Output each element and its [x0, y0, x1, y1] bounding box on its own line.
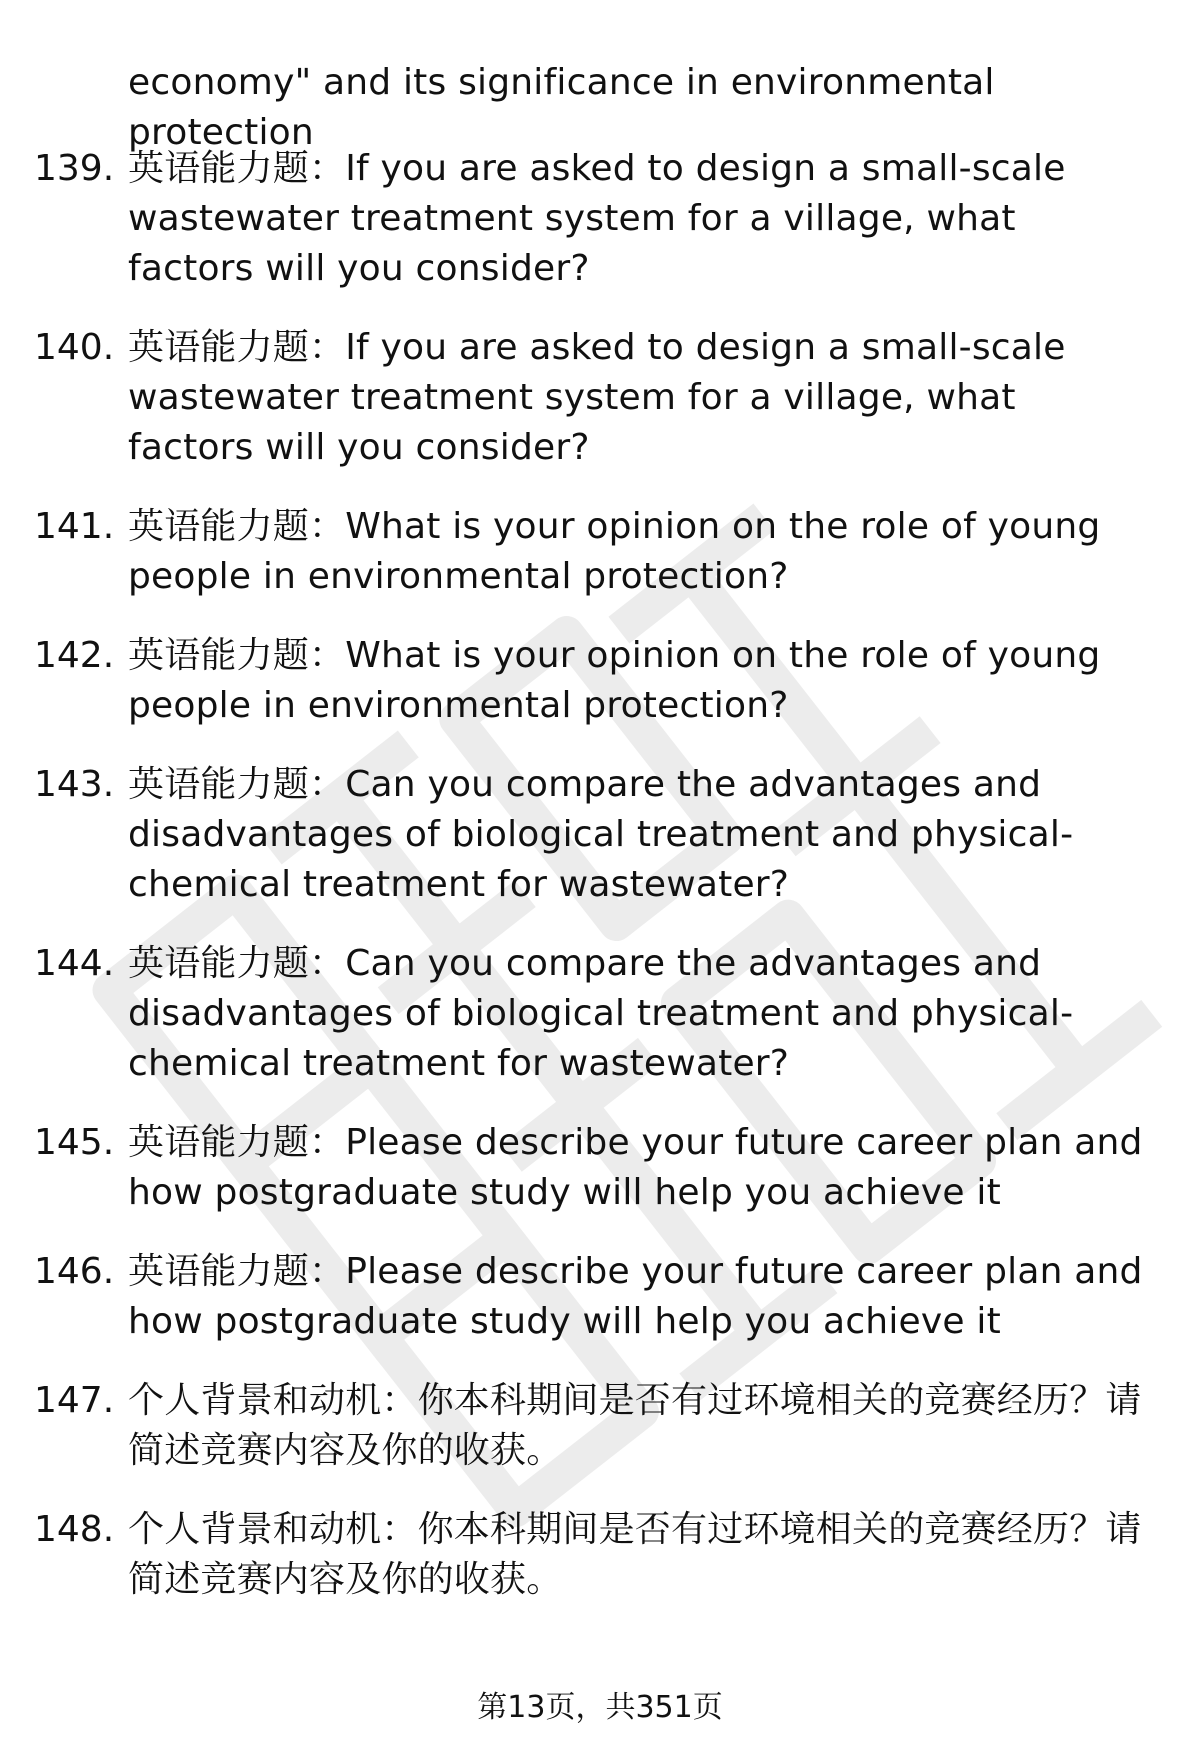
continued-question-text: economy" and its significance in environmental protection — [128, 62, 995, 153]
question-number: 144. — [34, 943, 115, 984]
question-number: 145. — [34, 1122, 115, 1163]
question-text: 英语能力题：Please describe your future career plan and how postgraduate study will help you achieve it — [128, 1251, 1143, 1342]
question-number: 143. — [34, 764, 115, 805]
question-text: 个人背景和动机：你本科期间是否有过环境相关的竞赛经历？请简述竞赛内容及你的收获。 — [128, 1380, 1142, 1471]
list-item — [0, 1118, 1200, 1218]
list-item — [0, 1247, 1200, 1347]
list-item — [0, 144, 1200, 294]
question-text: 英语能力题：Can you compare the advantages and disadvantages of biological treatment and physical-chemical treatment for wastewater? — [128, 764, 1074, 905]
list-item — [0, 502, 1200, 602]
list-item — [0, 939, 1200, 1089]
question-text: 个人背景和动机：你本科期间是否有过环境相关的竞赛经历？请简述竞赛内容及你的收获。 — [128, 1509, 1142, 1600]
list-item — [0, 1376, 1200, 1476]
question-text: 英语能力题：Can you compare the advantages and disadvantages of biological treatment and physical-chemical treatment for wastewater? — [128, 943, 1074, 1084]
list-item — [0, 631, 1200, 731]
question-text: 英语能力题：If you are asked to design a small-scale wastewater treatment system for a village, what factors will you consider? — [128, 148, 1066, 289]
question-text: 英语能力题：Please describe your future career plan and how postgraduate study will help you achieve it — [128, 1122, 1143, 1213]
question-number: 139. — [34, 148, 115, 189]
question-number: 142. — [34, 635, 115, 676]
question-text: 英语能力题：What is your opinion on the role of young people in environmental protection? — [128, 635, 1101, 726]
list-item — [0, 760, 1200, 910]
question-number: 146. — [34, 1251, 115, 1292]
question-number: 141. — [34, 506, 115, 547]
question-number: 147. — [34, 1380, 115, 1421]
question-text: 英语能力题：What is your opinion on the role of young people in environmental protection? — [128, 506, 1101, 597]
list-item — [0, 1505, 1200, 1605]
question-number: 140. — [34, 327, 115, 368]
question-number: 148. — [34, 1509, 115, 1550]
page-number-footer: 第13页，共351页 — [477, 1690, 723, 1725]
list-item — [0, 323, 1200, 473]
question-list — [0, 144, 1200, 1634]
question-text: 英语能力题：If you are asked to design a small-scale wastewater treatment system for a village, what factors will you consider? — [128, 327, 1066, 468]
